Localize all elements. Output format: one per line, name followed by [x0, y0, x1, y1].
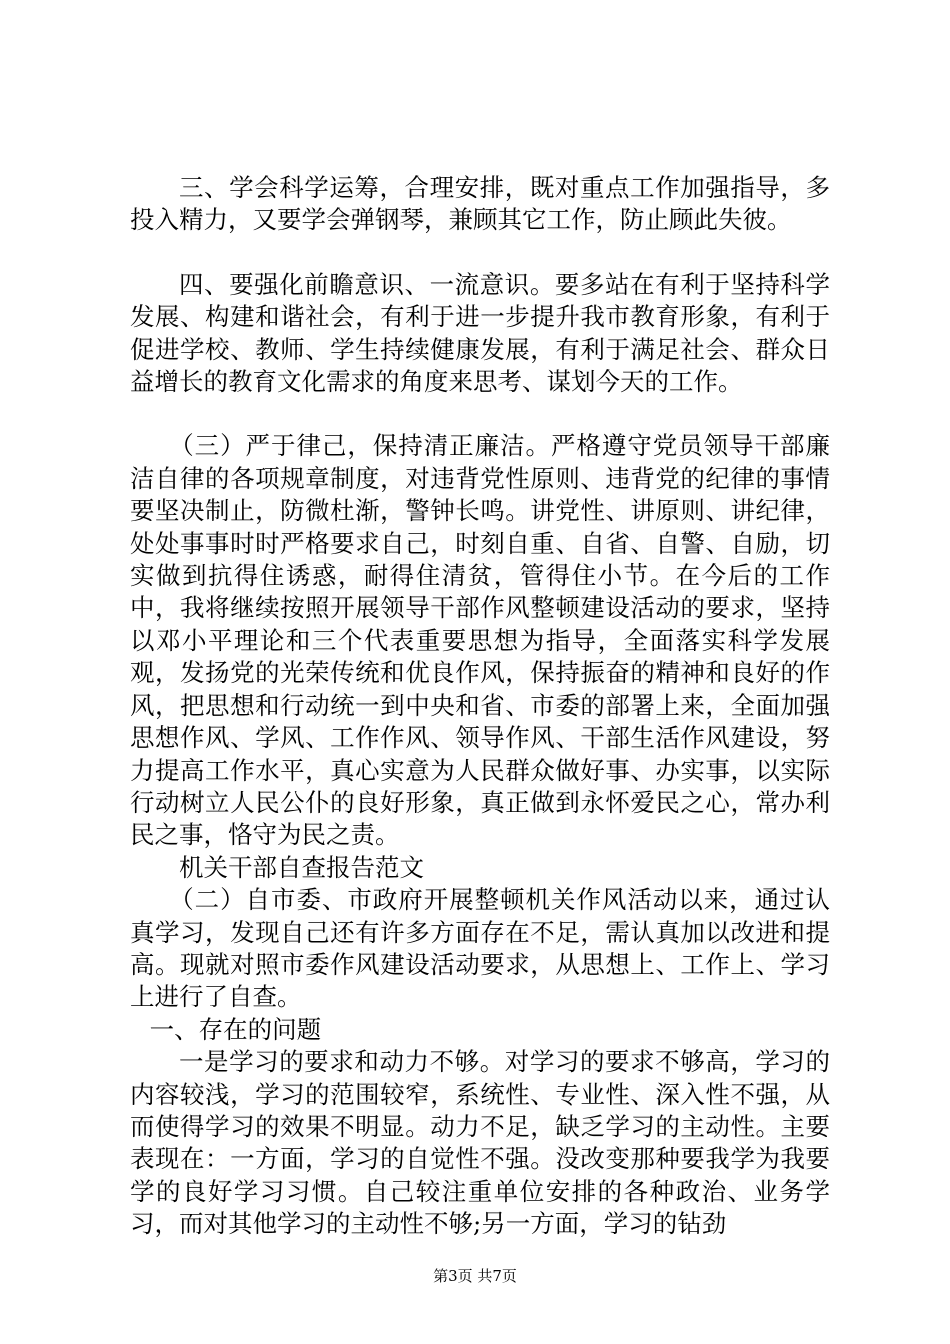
paragraph-intro: （二）自市委、市政府开展整顿机关作风活动以来，通过认真学习，发现自己还有许多方面存在不足，需认真加以改进和提高。现就对照市委作风建设活动要求，从思想上、工作上、学习上进行了自查。 — [130, 885, 830, 1012]
subheading-problems: 一、存在的问题 — [149, 1014, 322, 1044]
paragraph-study-problem: 一是学习的要求和动力不够。对学习的要求不够高，学习的内容较浅，学习的范围较窄，系统性、专业性、深入性不强，从而使得学习的效果不明显。动力不足，缺乏学习的主动性。主要表现在：一方面，学习的自觉性不强。没改变那种要我学为我要学的良好学习习惯。自己较注重单位安排的各种政治、业务学习，而对其他学习的主动性不够;另一方面，学习的钻劲 — [130, 1047, 830, 1239]
paragraph-point-four: 四、要强化前瞻意识、一流意识。要多站在有利于坚持科学发展、构建和谐社会，有利于进一步提升我市教育形象，有利于促进学校、教师、学生持续健康发展，有利于满足社会、群众日益增长的教育文化需求的角度来思考、谋划今天的工作。 — [130, 269, 830, 397]
section-title: 机关干部自查报告范文 — [179, 852, 424, 882]
page-number-label: 第3页 共7页 — [433, 1267, 517, 1285]
paragraph-point-three: 三、学会科学运筹，合理安排，既对重点工作加强指导，多投入精力，又要学会弹钢琴，兼顾其它工作，防止顾此失彼。 — [130, 173, 830, 235]
page-footer — [0, 1267, 950, 1285]
document-body — [130, 172, 830, 1241]
paragraph-self-discipline: （三）严于律己，保持清正廉洁。严格遵守党员领导干部廉洁自律的各项规章制度，对违背党性原则、违背党的纪律的事情要坚决制止，防微杜渐，警钟长鸣。讲党性、讲原则、讲纪律，处处事事时时严格要求自己，时刻自重、自省、自警、自励，切实做到抗得住诱惑，耐得住清贫，管得住小节。在今后的工作中，我将继续按照开展领导干部作风整顿建设活动的要求，坚持以邓小平理论和三个代表重要思想为指导，全面落实科学发展观，发扬党的光荣传统和优良作风，保持振奋的精神和良好的作风，把思想和行动统一到中央和省、市委的部署上来，全面加强思想作风、学风、工作作风、领导作风、干部生活作风建设，努力提高工作水平，真心实意为人民群众做好事、办实事，以实际行动树立人民公仆的良好形象，真正做到永怀爱民之心，常办利民之事，恪守为民之责。 — [130, 431, 830, 850]
